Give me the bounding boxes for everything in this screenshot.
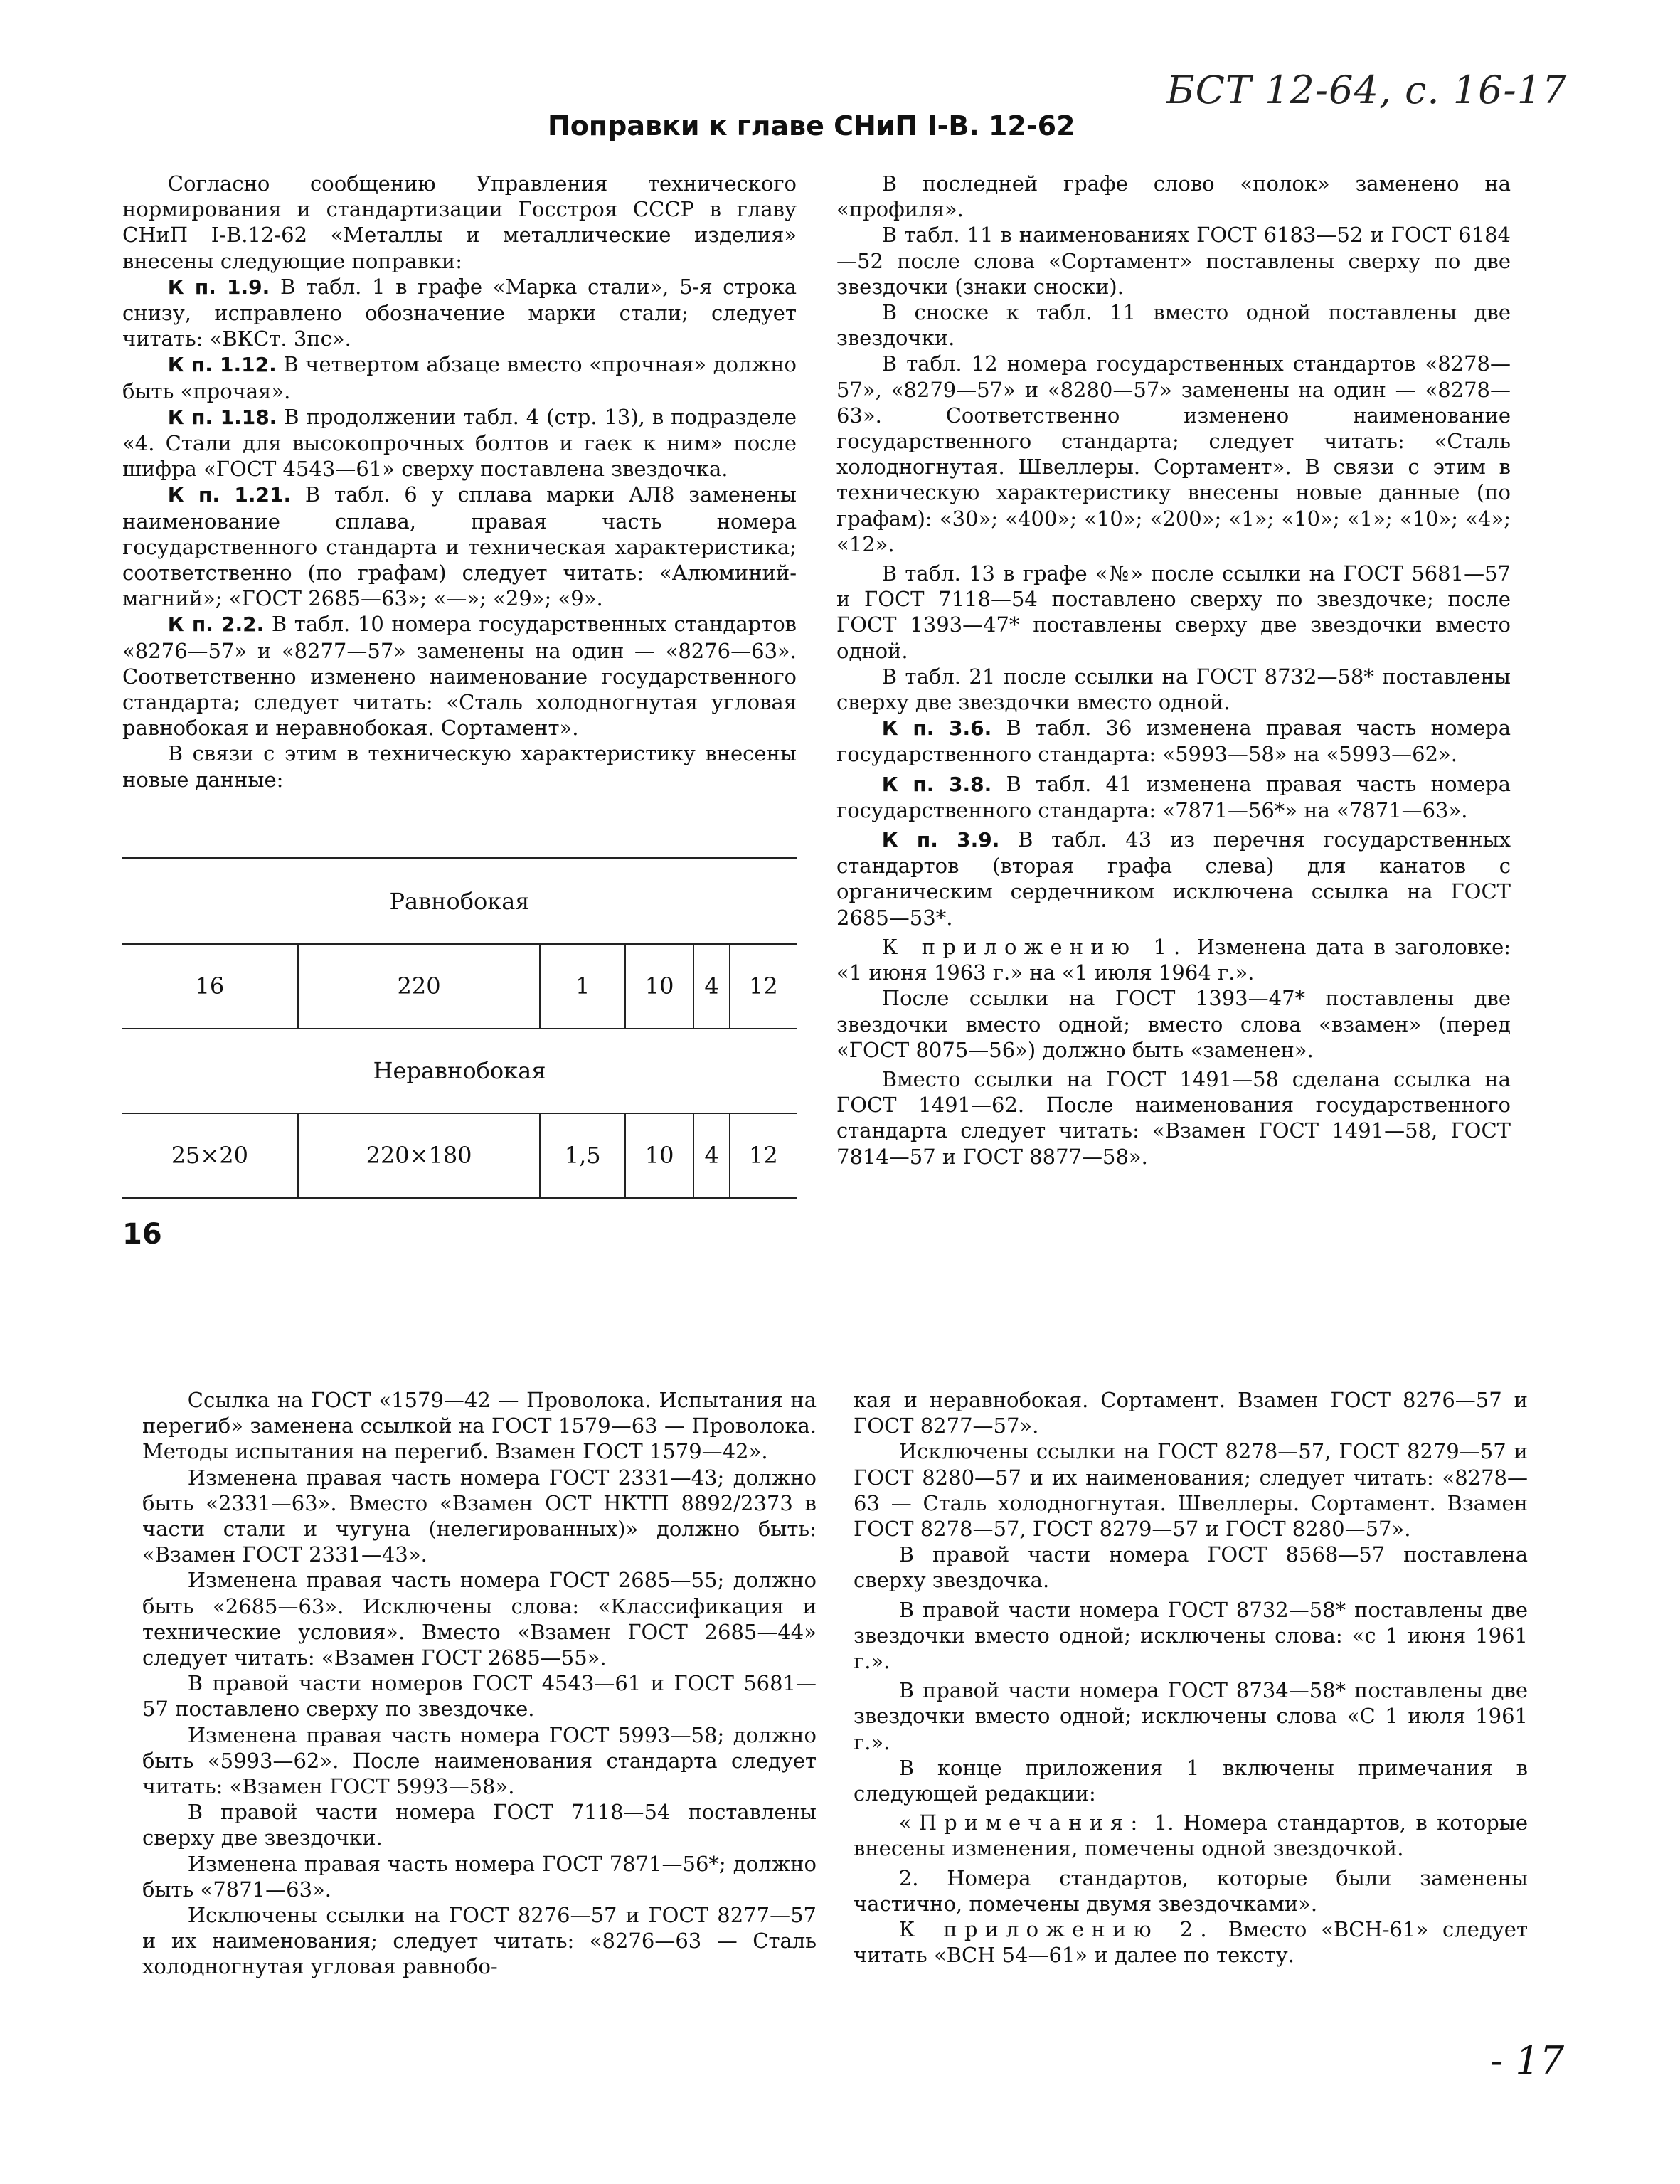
table-cell: 10	[625, 1113, 693, 1198]
paragraph	[836, 827, 1511, 931]
paragraph: В правой части номера ГОСТ 7118—54 поставлены сверху две звездочки.	[142, 1800, 817, 1850]
page-number-16: 16	[122, 1218, 162, 1251]
paragraph: В табл. 21 после ссылки на ГОСТ 8732—58* поставлены сверху две звездочки вместо одной.	[836, 664, 1511, 715]
page17-right-column	[854, 1387, 1528, 1968]
table-row	[122, 1113, 797, 1198]
paragraph	[122, 274, 797, 352]
table-cell: 4	[693, 1113, 729, 1198]
paragraph: В правой части номера ГОСТ 8568—57 поставлена сверху звездочка.	[854, 1542, 1528, 1593]
clause-label: К п. 1.18.	[167, 405, 277, 429]
paragraph: В правой части номера ГОСТ 8734—58* поставлены две звездочки вместо одной; исключены слова «С 1 июля 1961 г.».	[854, 1678, 1528, 1754]
paragraph: В табл. 11 в наименованиях ГОСТ 6183—52 и ГОСТ 6184—52 после слова «Сортамент» поставлены сверху по две звездочки (знаки сноски).	[836, 223, 1511, 299]
paragraph: Вместо ссылки на ГОСТ 1491—58 сделана ссылка на ГОСТ 1491—62. После наименования государственного стандарта следует читать: «Взамен ГОСТ 1491—58, ГОСТ 7814—57 и ГОСТ 8877—58».	[836, 1066, 1511, 1169]
paragraph: В табл. 12 номера государственных стандартов «8278—57», «8279—57» и «8280—57» заменены на один — «8278—63». Соответственно изменено наименование государственного стандарта; следует читать: «Сталь холодногнутая. Швеллеры. Сортамент». В связи с этим в техническую характеристику внесены новые данные (по графам): «30»; «400»; «10»; «200»; «1»; «10»; «1»; «10»; «4»; «12».	[836, 351, 1511, 556]
paragraph: Изменена правая часть номера ГОСТ 5993—58; должно быть «5993—62». После наименования стандарта следует читать: «Взамен ГОСТ 5993—58».	[142, 1722, 817, 1799]
paragraph	[122, 482, 797, 611]
paragraph	[122, 404, 797, 482]
paragraph: Согласно сообщению Управления технического нормирования и стандартизации Госстроя СССР в главу СНиП I-В.12-62 «Металлы и металлические изделия» внесены следующие поправки:	[122, 171, 797, 273]
paragraph-text: В продолжении табл. 4 (стр. 13), в подразделе «4. Стали для высокопрочных болтов и гаек к ним» после шифра «ГОСТ 4543—61» сверху поставлена звездочка.	[122, 404, 797, 482]
paragraph: В последней графе слово «полок» заменено на «профиля».	[836, 171, 1511, 222]
paragraph-text: В табл. 43 из перечня государственных стандартов (вторая графа слева) для канатов с органическим сердечником исключена ссылка на ГОСТ 2685—53*.	[836, 827, 1511, 930]
paragraph-text: 1. Номера стандартов, в которые внесены изменения, помечены одной звездочкой.	[854, 1811, 1528, 1861]
paragraph: После ссылки на ГОСТ 1393—47* поставлены две звездочки вместо одной; вместо слова «взамен» (перед «ГОСТ 8075—56») должно быть «заменен».	[836, 986, 1511, 1062]
paragraph: Ссылка на ГОСТ «1579—42 — Проволока. Испытания на перегиб» заменена ссылкой на ГОСТ 1579—63 — Проволока. Методы испытания на перегиб. Взамен ГОСТ 1579—42».	[142, 1388, 817, 1464]
paragraph: кая и неравнобокая. Сортамент. Взамен ГОСТ 8276—57 и ГОСТ 8277—57».	[854, 1388, 1528, 1438]
paragraph: 2. Номера стандартов, которые были заменены частично, помечены двумя звездочками».	[854, 1865, 1528, 1916]
characteristics-table	[122, 857, 797, 1199]
paragraph: В конце приложения 1 включены примечания в следующей редакции:	[854, 1755, 1528, 1806]
paragraph	[122, 611, 797, 741]
clause-label: К п. 1.21.	[167, 483, 292, 507]
paragraph-text: Вместо «ВСН-61» следует читать «ВСН 54—61» и далее по тексту.	[854, 1917, 1528, 1968]
table-cell: 10	[625, 944, 693, 1029]
paragraph: Изменена правая часть номера ГОСТ 7871—56*; должно быть «7871—63».	[142, 1851, 817, 1902]
paragraph: Изменена правая часть номера ГОСТ 2685—55; должно быть «2685—63». Исключены слова: «Классификация и технические условия». Вместо «Взамен ГОСТ 2685—44» следует читать: «Взамен ГОСТ 2685—55».	[142, 1568, 817, 1670]
appendix-label: К приложению 2.	[898, 1917, 1214, 1942]
paragraph	[836, 715, 1511, 767]
paragraph: В правой части номеров ГОСТ 4543—61 и ГОСТ 5681—57 поставлено сверху по звездочке.	[142, 1671, 817, 1722]
paragraph: В табл. 13 в графе «№» после ссылки на ГОСТ 5681—57 и ГОСТ 7118—54 поставлено сверху по звездочке; после ГОСТ 1393—47* поставлены сверху две звездочки вместо одной.	[836, 561, 1511, 663]
table-cell: 220	[298, 944, 541, 1029]
paragraph: В связи с этим в техническую характеристику внесены новые данные:	[122, 741, 797, 792]
page17-left-column	[142, 1387, 817, 1980]
table-cell: 12	[730, 944, 797, 1029]
paragraph-text: В табл. 1 в графе «Марка стали», 5-я строка снизу, исправлено обозначение марки стали; следует читать: «ВКСт. 3пс».	[122, 274, 797, 351]
table-header-unequal-leg: Неравнобокая	[122, 1029, 797, 1113]
page16-left-column	[122, 171, 797, 793]
paragraph: В сноске к табл. 11 вместо одной поставлены две звездочки.	[836, 300, 1511, 351]
clause-label: К п. 3.8.	[881, 772, 992, 796]
paragraph	[854, 1810, 1528, 1861]
notes-label: «Примечания:	[898, 1811, 1145, 1835]
paragraph-text: В табл. 10 номера государственных стандартов «8276—57» и «8277—57» заменены на один — «8276—63». Соответственно изменено наименование государственного стандарта; следует читать: «Сталь холодногнутая угловая равнобокая и неравнобокая. Сортамент».	[122, 612, 797, 741]
clause-label: К п. 2.2.	[167, 613, 265, 637]
table-cell: 16	[122, 944, 298, 1029]
paragraph-text: В табл. 36 изменена правая часть номера государственного стандарта: «5993—58» на «5993—62».	[836, 716, 1511, 767]
table-cell: 220×180	[298, 1113, 541, 1198]
table-header-equal-leg: Равнобокая	[122, 859, 797, 944]
page-number-17: - 17	[1490, 2038, 1565, 2083]
table-row	[122, 944, 797, 1029]
handwritten-note: БСТ 12-64, с. 16-17	[1166, 68, 1568, 112]
clause-label: К п. 3.6.	[881, 716, 992, 741]
table-cell: 1,5	[540, 1113, 624, 1198]
table-cell: 25×20	[122, 1113, 298, 1198]
page-title: Поправки к главе СНиП I-В. 12-62	[548, 110, 1075, 142]
clause-label: К п. 1.9.	[167, 275, 270, 299]
paragraph: Исключены ссылки на ГОСТ 8276—57 и ГОСТ 8277—57 и их наименования; следует читать: «8276—63 — Сталь холодногнутая угловая равнобо-	[142, 1903, 817, 1979]
paragraph-text: В табл. 6 у сплава марки АЛ8 заменены наименование сплава, правая часть номера государственного стандарта и техническая характеристика; соответственно (по графам) следует читать: «Алюминий-магний»; «ГОСТ 2685—63»; «—»; «29»; «9».	[122, 482, 797, 611]
paragraph-text: В табл. 41 изменена правая часть номера государственного стандарта: «7871—56*» на «7871—63».	[836, 771, 1511, 822]
paragraph	[836, 771, 1511, 823]
paragraph-text: Изменена дата в заголовке: «1 июня 1963 г.» на «1 июля 1964 г.».	[836, 934, 1511, 985]
table-cell: 12	[730, 1113, 797, 1198]
table-cell: 1	[540, 944, 624, 1029]
paragraph: В правой части номера ГОСТ 8732—58* поставлены две звездочки вместо одной; исключены слова: «с 1 июня 1961 г.».	[854, 1597, 1528, 1674]
page16-right-column	[836, 171, 1511, 1170]
appendix-label: К приложению 1.	[881, 934, 1188, 959]
paragraph	[836, 934, 1511, 985]
paragraph: Изменена правая часть номера ГОСТ 2331—43; должно быть «2331—63». Вместо «Взамен ОСТ НКТП 8892/2373 в части стали и чугуна (нелегированных)» должно быть: «Взамен ГОСТ 2331—43».	[142, 1465, 817, 1567]
paragraph	[854, 1917, 1528, 1968]
clause-label: К п. 3.9.	[881, 828, 1000, 852]
paragraph: Исключены ссылки на ГОСТ 8278—57, ГОСТ 8279—57 и ГОСТ 8280—57 и их наименования; следует читать: «8278—63 — Сталь холодногнутая. Швеллеры. Сортамент. Взамен ГОСТ 8278—57, ГОСТ 8279—57 и ГОСТ 8280—57».	[854, 1439, 1528, 1542]
paragraph-text: В четвертом абзаце вместо «прочная» должно быть «прочая».	[122, 352, 797, 403]
clause-label: К п. 1.12.	[167, 353, 277, 377]
table-cell: 4	[693, 944, 729, 1029]
paragraph	[122, 351, 797, 403]
